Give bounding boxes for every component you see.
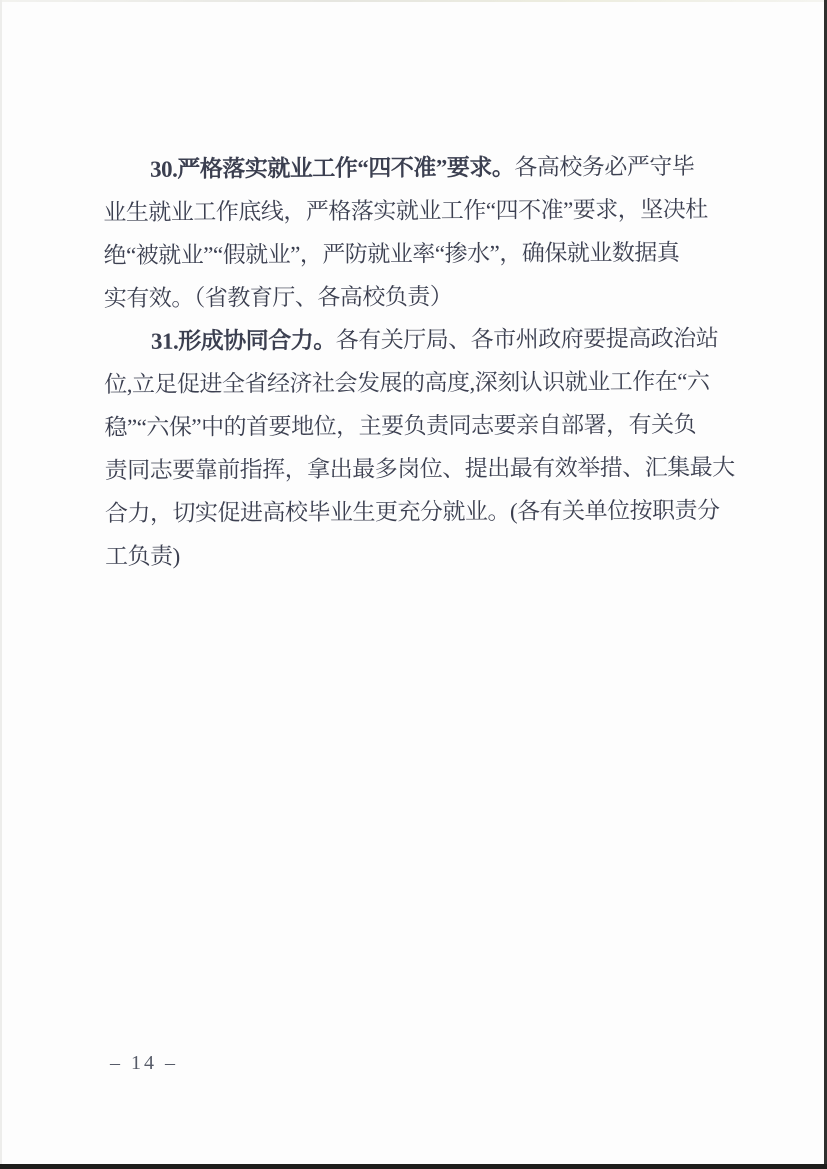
text-line: 绝“被就业”“假就业”，严防就业率“掺水”，确保就业数据真 (103, 239, 680, 268)
text-line: 责同志要靠前指挥，拿出最多岗位、提出最有效举措、汇集最大 (104, 454, 735, 483)
page-number: – 14 – (110, 1052, 178, 1074)
paragraph-30 (103, 145, 752, 320)
text-line: 稳”“六保”中的首要地位，主要负责同志要亲自部署，有关负 (104, 411, 697, 440)
item-30-lead: 30.严格落实就业工作“四不准”要求。 (150, 154, 515, 182)
text-run: 各高校务必严守毕 (514, 153, 695, 180)
text-line: 实有效。（省教育厅、各高校负责） (103, 284, 453, 311)
text-line (103, 145, 751, 191)
document-body (103, 145, 753, 578)
text-line (104, 317, 752, 363)
text-line: 合力，切实促进高校毕业生更充分就业。(各有关单位按职责分 (104, 497, 720, 526)
paragraph-31 (104, 317, 753, 578)
scan-edge-bottom (0, 1164, 827, 1169)
scan-edge-left (0, 0, 2, 1169)
text-line: 业生就业工作底线，严格落实就业工作“四不准”要求，坚决杜 (103, 196, 708, 225)
text-line: 工负责) (105, 543, 180, 569)
item-31-lead: 31.形成协同合力。 (150, 327, 336, 354)
text-line: 位,立足促进全省经济社会发展的高度,深刻认识就业工作在“六 (104, 368, 710, 397)
scan-edge-top (0, 0, 827, 2)
text-run: 各有关厅局、各市州政府要提高政治站 (335, 325, 719, 353)
